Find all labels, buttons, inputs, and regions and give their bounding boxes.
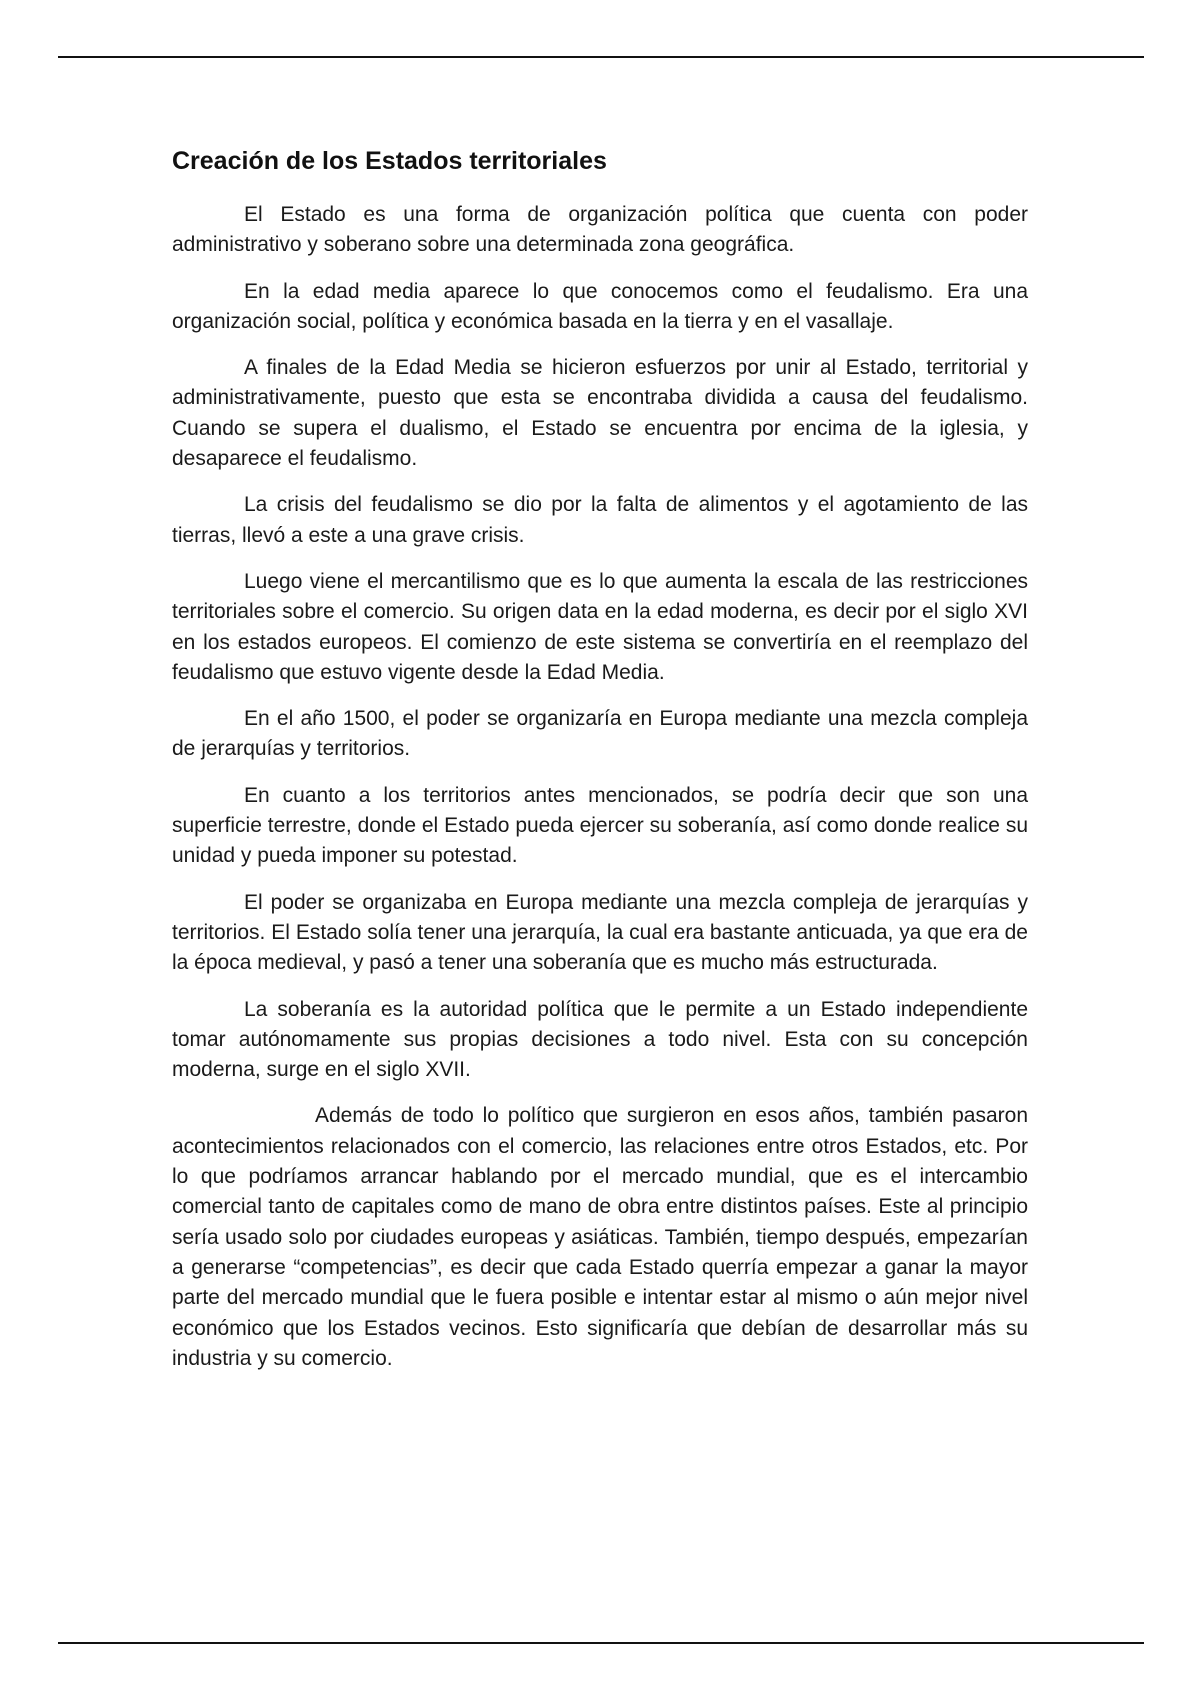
paragraph: A finales de la Edad Media se hicieron esfuerzos por unir al Estado, territorial y administrativamente, puesto que esta se encontraba dividida a causa del feudalismo. Cuando se supera el dualismo, el Estado se encuentra por encima de la iglesia, y desaparece el feudalismo. [172, 356, 1028, 471]
paragraph: En cuanto a los territorios antes mencionados, se podría decir que son una superficie terrestre, donde el Estado pueda ejercer su soberanía, así como donde realice su unidad y pueda imponer su potestad. [172, 783, 1028, 868]
header-rule [58, 56, 1144, 58]
paragraph: Además de todo lo político que surgieron en esos años, también pasaron acontecimientos relacionados con el comercio, las relaciones entre otros Estados, etc. Por lo que podríamos arrancar hablando por el mercado mundial, que es el intercambio comercial tanto de capitales como de mano de obra entre distintos países. Este al principio sería usado solo por ciudades europeas y asiáticas. También, tiempo después, empezarían a generarse “competencias”, es decir que cada Estado querría empezar a ganar la mayor parte del mercado mundial que le fuera posible e intentar estar al mismo o aún mejor nivel económico que los Estados vecinos. Esto significaría que debían de desarrollar más su industria y su comercio. [172, 1104, 1028, 1370]
footer-rule [58, 1642, 1144, 1644]
paragraph: El poder se organizaba en Europa mediante una mezcla compleja de jerarquías y territorios. El Estado solía tener una jerarquía, la cual era bastante anticuada, ya que era de la época medieval, y pasó a tener una soberanía que es mucho más estructurada. [172, 890, 1028, 975]
paragraph: La crisis del feudalismo se dio por la falta de alimentos y el agotamiento de las tierras, llevó a este a una grave crisis. [172, 493, 1028, 547]
document-body [172, 140, 1028, 1390]
paragraph: En la edad media aparece lo que conocemos como el feudalismo. Era una organización social, política y económica basada en la tierra y en el vasallaje. [172, 279, 1028, 333]
paragraph: En el año 1500, el poder se organizaría en Europa mediante una mezcla compleja de jerarquías y territorios. [172, 707, 1028, 761]
document-title: Creación de los Estados territoriales [172, 147, 607, 175]
paragraph: Luego viene el mercantilismo que es lo que aumenta la escala de las restricciones territoriales sobre el comercio. Su origen data en la edad moderna, es decir por el siglo XVI en los estados europeos. El comienzo de este sistema se convertiría en el reemplazo del feudalismo que estuvo vigente desde la Edad Media. [172, 569, 1028, 684]
paragraph: El Estado es una forma de organización política que cuenta con poder administrativo y soberano sobre una determinada zona geográfica. [172, 203, 1028, 257]
paragraph: La soberanía es la autoridad política que le permite a un Estado independiente tomar autónomamente sus propias decisiones a todo nivel. Esta con su concepción moderna, surge en el siglo XVII. [172, 997, 1028, 1082]
